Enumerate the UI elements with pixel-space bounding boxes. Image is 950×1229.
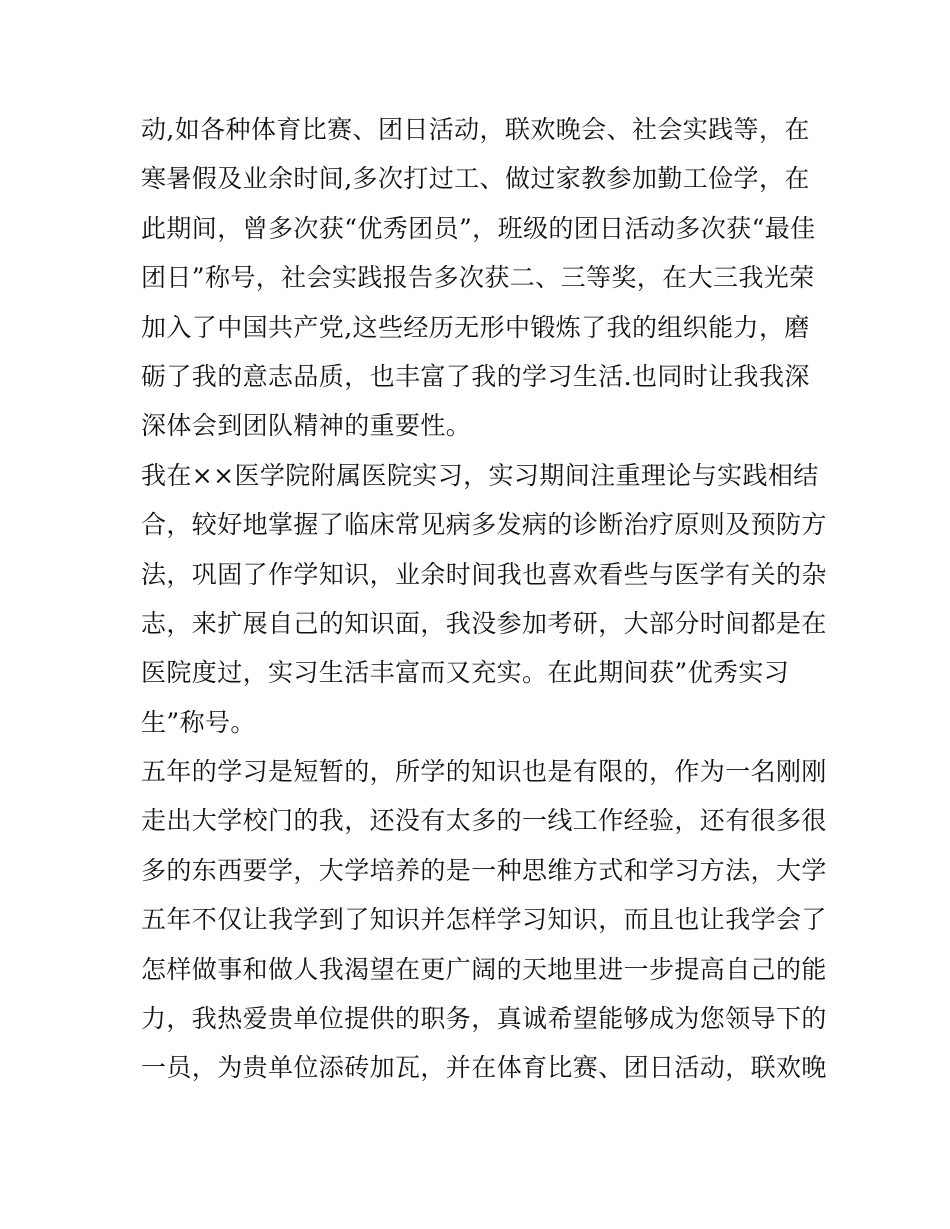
text-line: 生”称号。 bbox=[141, 707, 256, 737]
text-line: 团日”称号，社会实践报告多次获二、三等奖，在大三我光荣 bbox=[141, 263, 815, 293]
text-line: 一员，为贵单位添砖加瓦，并在体育比赛、团日活动，联欢晚 bbox=[141, 1053, 827, 1083]
text-line: 志，来扩展自己的知识面，我没参加考研，大部分时间都是在 bbox=[141, 608, 827, 638]
text-line: 五年的学习是短暂的，所学的知识也是有限的，作为一名刚刚 bbox=[141, 757, 827, 787]
text-line: 砺了我的意志品质，也丰富了我的学习生活.也同时让我我深 bbox=[141, 361, 810, 391]
text-line: 加入了中国共产党,这些经历无形中锻炼了我的组织能力，磨 bbox=[141, 312, 810, 342]
text-line: 动,如各种体育比赛、团日活动，联欢晚会、社会实践等，在 bbox=[141, 115, 810, 144]
text-line: 寒暑假及业余时间,多次打过工、做过家教参加勤工俭学，在 bbox=[141, 164, 810, 194]
text-line: 怎样做事和做人我渴望在更广阔的天地里进一步提高自己的能 bbox=[141, 954, 827, 984]
document-body bbox=[141, 105, 831, 1093]
text-line: 合，较好地掌握了临床常见病多发病的诊断治疗原则及预防方 bbox=[141, 510, 827, 540]
text-line: 多的东西要学，大学培养的是一种思维方式和学习方法，大学 bbox=[141, 855, 827, 885]
text-line: 力，我热爱贵单位提供的职务，真诚希望能够成为您领导下的 bbox=[141, 1004, 827, 1034]
text-line: 此期间，曾多次获“优秀团员”，班级的团日活动多次获“最佳 bbox=[141, 213, 816, 243]
text-line: 医院度过，实习生活丰富而又充实。在此期间获”优秀实习 bbox=[141, 658, 790, 688]
text-line: 法，巩固了作学知识，业余时间我也喜欢看些与医学有关的杂 bbox=[141, 559, 827, 589]
text-line: 我在××医学院附属医院实习，实习期间注重理论与实践相结 bbox=[141, 460, 819, 490]
text-line: 深体会到团队精神的重要性。 bbox=[141, 411, 472, 441]
text-line: 走出大学校门的我，还没有太多的一线工作经验，还有很多很 bbox=[141, 806, 827, 836]
text-line: 五年不仅让我学到了知识并怎样学习知识，而且也让我学会了 bbox=[141, 905, 827, 935]
